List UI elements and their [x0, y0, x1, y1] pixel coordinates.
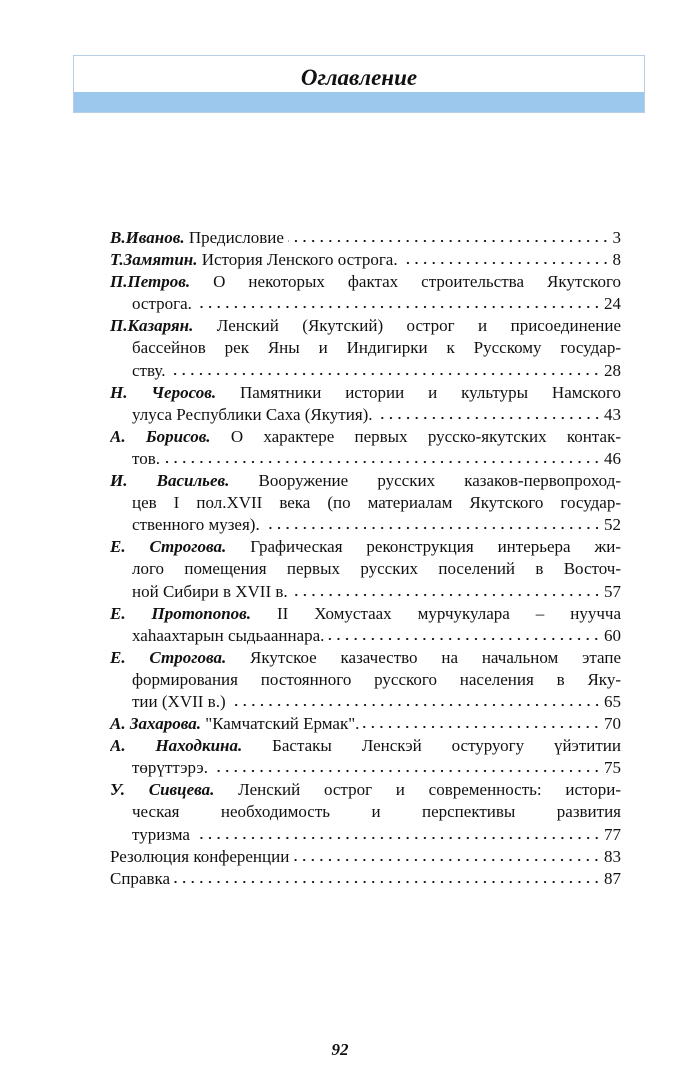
entry-page: 28	[604, 360, 621, 380]
toc-line	[110, 293, 621, 315]
entry-text	[110, 846, 289, 868]
dot-leader	[230, 697, 601, 707]
entry-text	[110, 427, 621, 446]
toc-entry[interactable]	[110, 735, 621, 779]
entry-title-line: Памятники истории и культуры Намского	[239, 382, 621, 402]
entry-title-line: Графическая реконструкция интерьера жи-	[250, 537, 621, 557]
entry-text	[110, 736, 621, 755]
entry-text	[132, 802, 621, 821]
entry-author: А. Борисов.	[110, 426, 211, 446]
dot-leader	[212, 763, 601, 773]
entry-title-line: Вооружение русских казаков-первопроход-	[258, 471, 621, 491]
entry-text	[110, 471, 621, 490]
toc-header	[73, 55, 645, 113]
dot-leader	[164, 454, 601, 464]
toc-entry[interactable]	[110, 868, 621, 890]
entry-title-line: бассейнов рек Яны и Индигирки к Русскому государ-	[132, 338, 621, 358]
toc-line	[110, 625, 621, 647]
entry-text	[110, 227, 284, 249]
toc-line	[110, 249, 621, 271]
dot-leader	[174, 874, 601, 884]
entry-title-line: лого помещения первых русских поселений в Восточ-	[132, 559, 621, 579]
entry-title-line: тии (XVII в.)	[132, 691, 226, 711]
toc-entry[interactable]	[110, 536, 621, 602]
dot-leader	[363, 719, 601, 729]
entry-text	[132, 360, 165, 382]
toc-line	[110, 470, 621, 492]
entry-text	[132, 338, 621, 357]
entry-page: 24	[604, 294, 621, 314]
dot-leader	[328, 631, 601, 641]
toc-line	[110, 581, 621, 603]
entry-text	[132, 293, 192, 315]
entry-text	[110, 648, 621, 667]
entry-page: 65	[604, 691, 621, 711]
entry-page: 52	[604, 515, 621, 535]
entry-page: 46	[604, 448, 621, 468]
toc-entry[interactable]	[110, 382, 621, 426]
toc-line	[110, 382, 621, 404]
entry-author: У. Сивцева.	[110, 780, 215, 800]
entry-text	[132, 691, 226, 713]
dot-leader	[194, 830, 601, 840]
dot-leader	[377, 410, 601, 420]
entry-title-line: Бастакы Ленскэй остуруогу үйэтитии	[272, 736, 621, 756]
entry-text	[110, 868, 170, 890]
header-band	[74, 92, 644, 112]
entry-text	[110, 537, 621, 556]
entry-author: Н. Черосов.	[110, 382, 217, 402]
toc-entry[interactable]	[110, 846, 621, 868]
entry-title-line: Ленский (Якутский) острог и присоединение	[216, 316, 621, 336]
entry-author: А. Захарова.	[110, 714, 201, 734]
entry-title-line: формирования постоянного русского населения в Яку-	[132, 669, 621, 689]
toc-line	[110, 337, 621, 359]
entry-title-line: хаһаахтарын сыдьааннара.	[132, 625, 325, 645]
entry-author: П.Петров.	[110, 272, 191, 292]
entry-page: 87	[604, 868, 621, 888]
toc-line	[110, 426, 621, 448]
toc-entry[interactable]	[110, 713, 621, 735]
toc-line	[110, 735, 621, 757]
toc-line	[110, 846, 621, 868]
entry-text	[132, 625, 324, 647]
entry-title-line: ной Сибири в XVII в.	[132, 581, 288, 601]
toc-line	[110, 868, 621, 890]
toc-entry[interactable]	[110, 779, 621, 845]
entry-page: 57	[604, 581, 621, 601]
toc-line	[110, 713, 621, 735]
toc-line	[110, 271, 621, 293]
entry-page: 3	[612, 228, 621, 247]
entry-title-line: тов.	[132, 448, 160, 468]
entry-page: 43	[604, 404, 621, 424]
entry-text	[110, 316, 621, 335]
entry-author: Е. Строгова.	[110, 647, 227, 667]
toc-entry[interactable]	[110, 227, 621, 249]
toc-line	[110, 492, 621, 514]
entry-text	[110, 604, 621, 623]
toc-entry[interactable]	[110, 249, 621, 271]
entry-text	[132, 757, 208, 779]
toc-line	[110, 360, 621, 382]
toc-line	[110, 558, 621, 580]
entry-title-line: О характере первых русско-якутских контак-	[230, 426, 621, 446]
entry-title-line: Предисловие	[188, 228, 284, 247]
toc-line	[110, 779, 621, 801]
toc-line	[110, 603, 621, 625]
toc-line	[110, 536, 621, 558]
entry-author: Е. Строгова.	[110, 537, 227, 557]
entry-text	[132, 581, 288, 603]
entry-text	[110, 383, 621, 402]
table-of-contents	[110, 227, 621, 890]
entry-author: И. Васильев.	[110, 471, 230, 491]
toc-entry[interactable]	[110, 271, 621, 315]
entry-text	[132, 448, 160, 470]
entry-text	[132, 514, 260, 536]
entry-page: 75	[604, 758, 621, 778]
entry-text	[110, 780, 621, 799]
entry-title-line: "Камчатский Ермак".	[205, 714, 360, 734]
dot-leader	[293, 852, 601, 862]
entry-text	[132, 824, 190, 846]
entry-title-line: цев I пол.XVII века (по материалам Якутского государ-	[132, 493, 621, 513]
toc-line	[110, 824, 621, 846]
entry-text	[110, 249, 398, 271]
toc-line	[110, 801, 621, 823]
dot-leader	[402, 255, 610, 265]
entry-text	[132, 559, 621, 578]
entry-title-line: История Ленского острога.	[201, 250, 398, 270]
entry-author: Т.Замятин.	[110, 250, 198, 270]
entry-author: П.Казарян.	[110, 316, 194, 336]
entry-title-line: ству.	[132, 360, 166, 380]
dot-leader	[288, 233, 610, 243]
entry-page: 8	[612, 250, 621, 270]
entry-page: 70	[604, 714, 621, 734]
entry-title-line: ственного музея).	[132, 515, 260, 535]
entry-title-line: Справка	[110, 868, 171, 888]
entry-text	[132, 404, 373, 426]
toc-line	[110, 669, 621, 691]
toc-line	[110, 404, 621, 426]
entry-page: 60	[604, 625, 621, 645]
entry-text	[132, 493, 621, 512]
entry-text	[110, 713, 359, 735]
entry-title-line: О некоторых фактах строительства Якутского	[213, 272, 621, 292]
entry-title-line: ческая необходимость и перспективы развития	[132, 802, 621, 822]
entry-title-line: Ленский острог и современность: истори-	[238, 780, 621, 800]
entry-page: 77	[604, 824, 621, 844]
entry-title-line: Якутское казачество на начальном этапе	[250, 647, 621, 667]
entry-title-line: туризма	[132, 824, 190, 844]
entry-title-line: улуса Республики Саха (Якутия).	[132, 404, 373, 424]
toc-line	[110, 647, 621, 669]
entry-page: 83	[604, 846, 621, 866]
toc-entry[interactable]	[110, 603, 621, 647]
toc-line	[110, 691, 621, 713]
entry-title-line: Резолюция конференции	[110, 846, 290, 866]
toc-line	[110, 315, 621, 337]
entry-author: В.Иванов.	[110, 228, 185, 247]
toc-entry[interactable]	[110, 470, 621, 536]
toc-line	[110, 514, 621, 536]
toc-entry[interactable]	[110, 647, 621, 713]
dot-leader	[169, 366, 601, 376]
page-number: 92	[331, 1040, 349, 1059]
entry-title-line: острога.	[132, 294, 192, 314]
entry-title-line: төрүттэрэ.	[132, 758, 208, 778]
toc-line	[110, 227, 621, 249]
dot-leader	[264, 520, 601, 530]
entry-author: Е. Протопопов.	[110, 603, 252, 623]
entry-text	[110, 272, 621, 291]
toc-line	[110, 448, 621, 470]
page-title: Оглавление	[300, 65, 418, 90]
entry-text	[132, 670, 621, 689]
toc-entry[interactable]	[110, 315, 621, 381]
dot-leader	[196, 299, 601, 309]
toc-line	[110, 757, 621, 779]
dot-leader	[292, 587, 601, 597]
entry-author: А. Находкина.	[110, 736, 243, 756]
entry-title-line: II Хомустаах мурчукулара – нуучча	[276, 603, 621, 623]
toc-entry[interactable]	[110, 426, 621, 470]
